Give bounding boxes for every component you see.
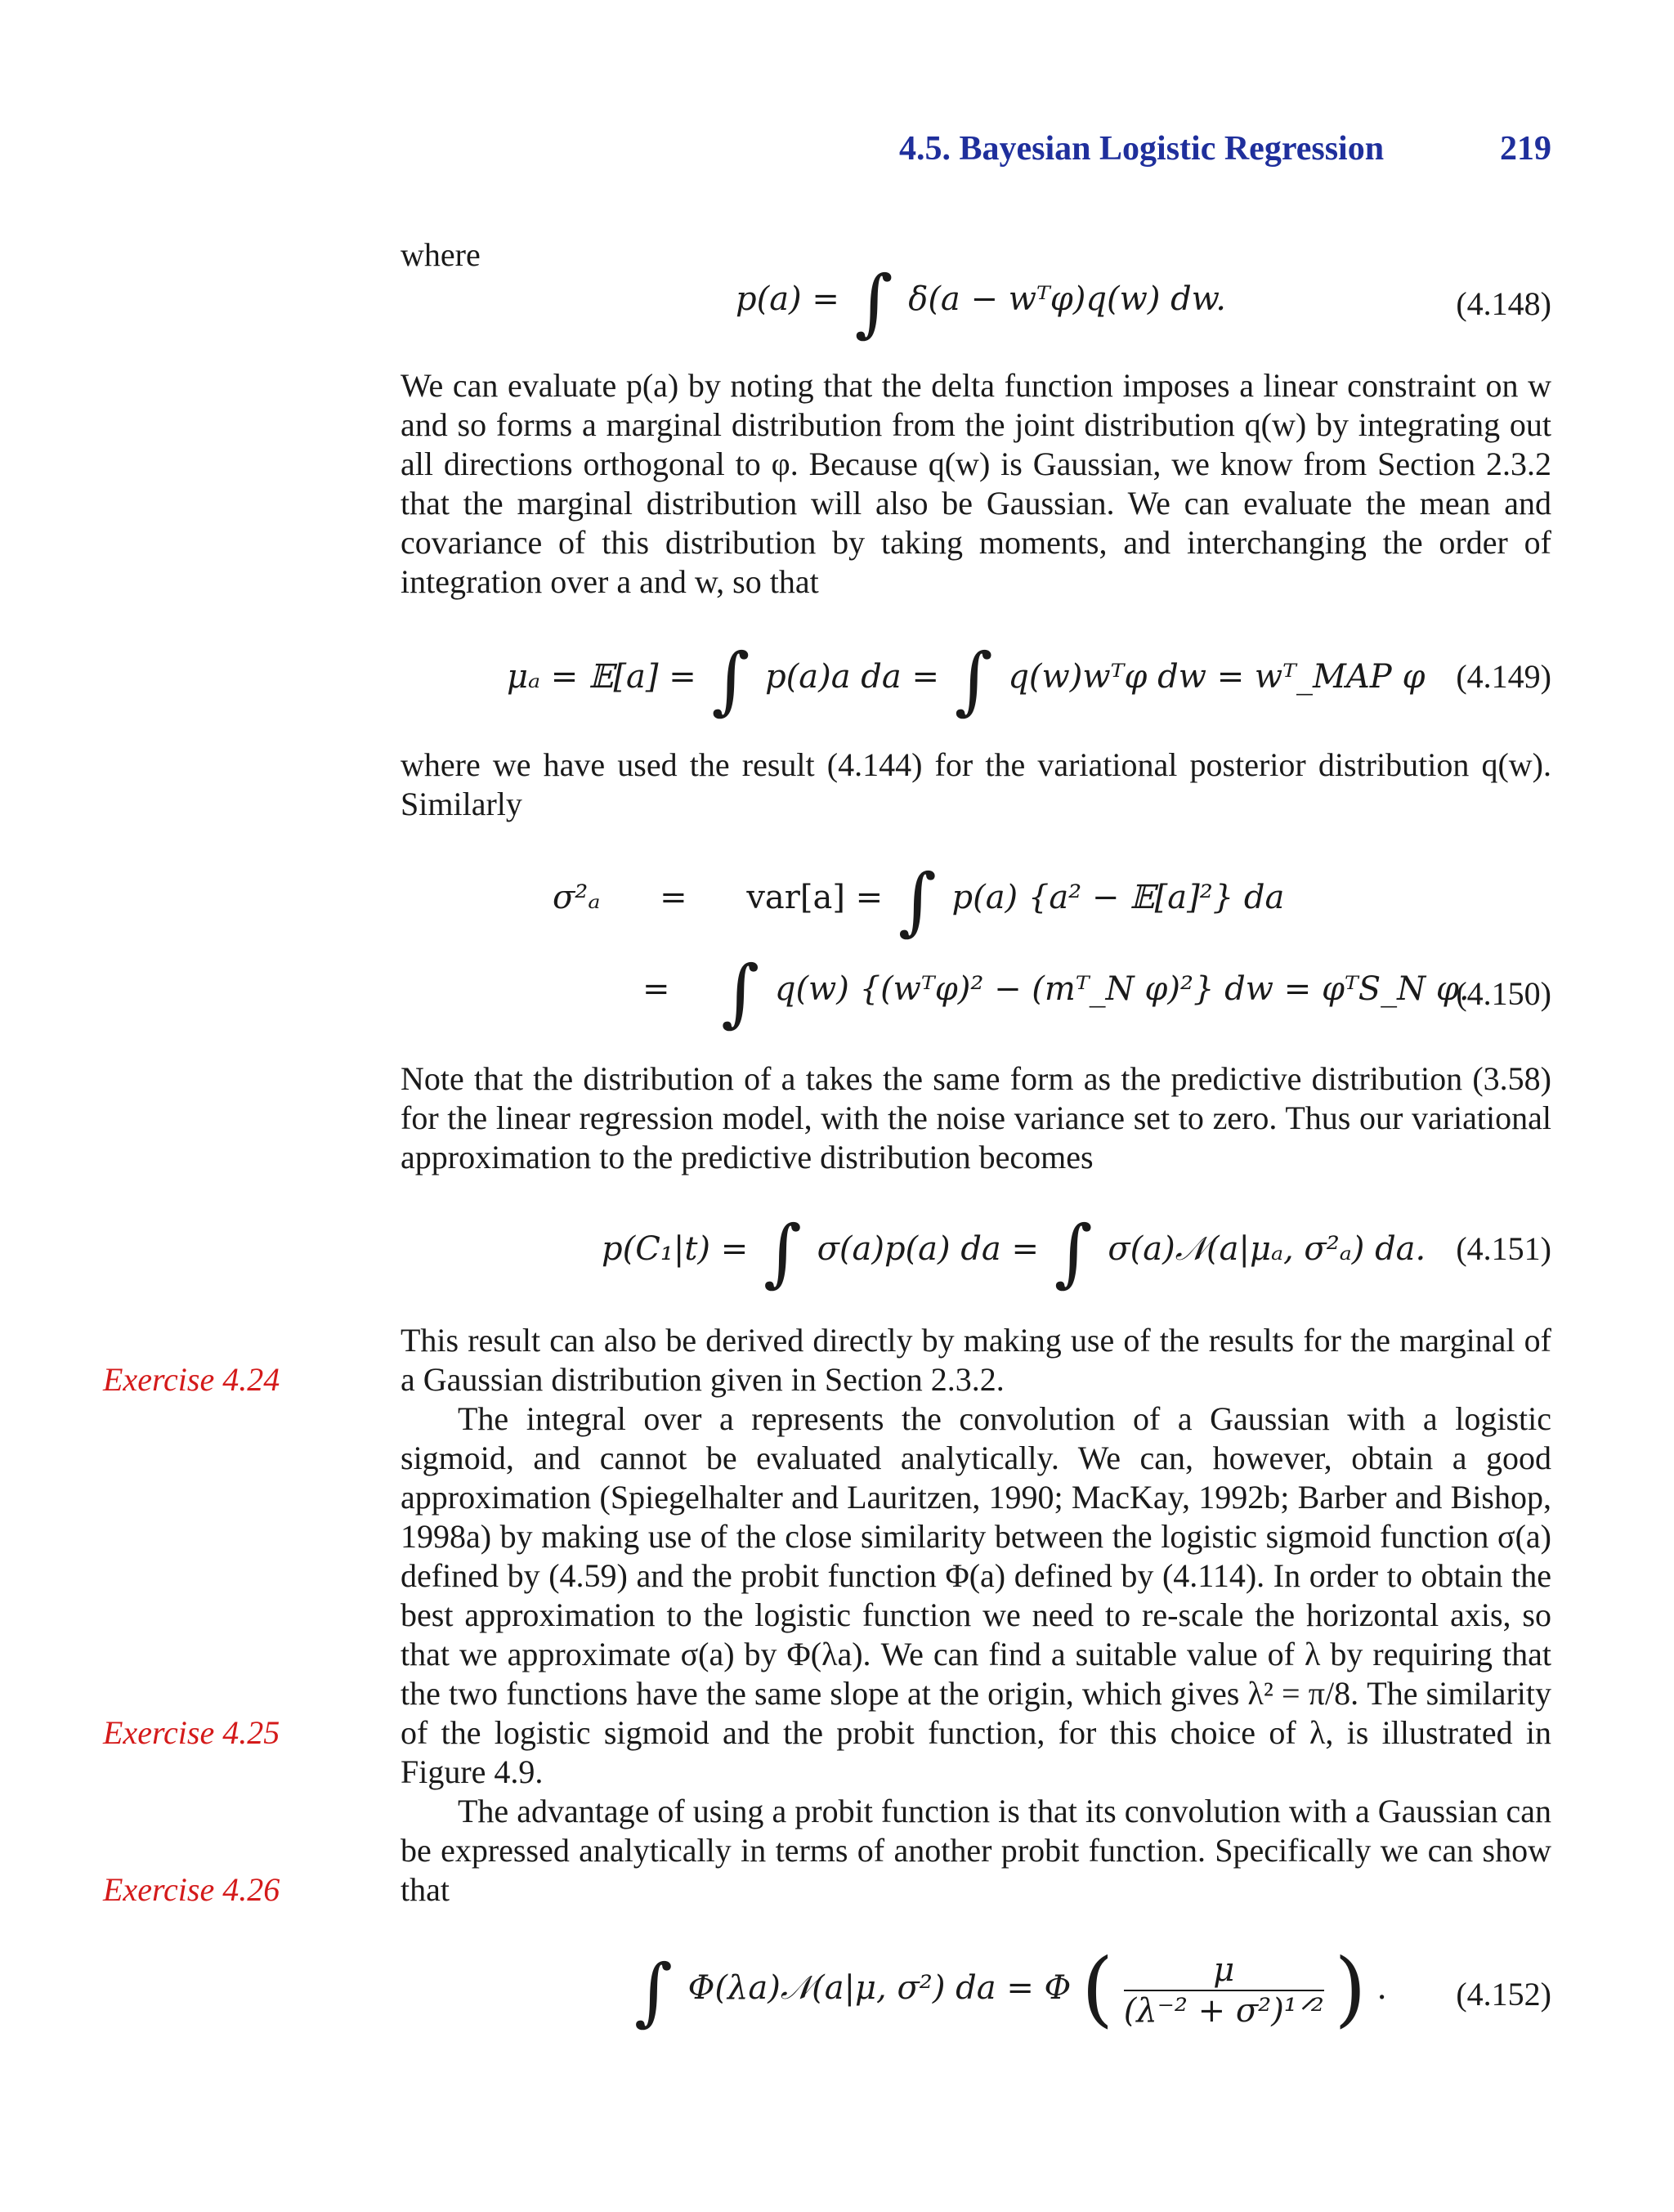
eq148-lhs: p(a) = [736,280,839,318]
paragraph-1: We can evaluate p(a) by noting that the delta function imposes a linear constraint on w and so forms a marginal distribution from the joint distribution q(w) by integrating out all directions orthogonal to φ. Because q(w) is Gaussian, we know from Section 2.3.2 that the marginal distribution will also be Gaussian. We can evaluate the mean and covariance of this distribution by taking moments, and interchanging the order of integration over a and w, so that [401,367,1551,600]
exercise-ref-4-26[interactable]: Exercise 4.26 [103,1871,280,1908]
integral-sign: ∫ [1054,1210,1093,1296]
eq150-row1-rhs-b: p(a) {a² − 𝔼[a]²} da [951,879,1285,916]
paragraph-3: Note that the distribution of a takes the same form as the predictive distribution (3.58) for the linear regression model, with the noise variance set to zero. Thus our variational approximation to the predictive distribution becomes [401,1060,1551,1175]
exercise-ref-4-24[interactable]: Exercise 4.24 [103,1361,280,1398]
eq151-lhs: p(C₁|t) = [602,1230,749,1268]
eq149-mid1: p(a)a da = [765,658,939,696]
equation-4-148 [736,260,1226,346]
eq-number-4-148: (4.148) [1456,285,1551,322]
integral-sign: ∫ [763,1210,802,1296]
paragraph-6: The advantage of using a probit function is that its convolution with a Gaussian can be expressed analytically in terms of another probit function. Specifically we can show that [401,1793,1551,1908]
eq150-row1-lhs: σ²ₐ [553,879,601,916]
eq150-row2-eq: = [642,970,670,1008]
left-paren: ( [1081,1941,1114,2036]
eq-number-4-152: (4.152) [1456,1976,1551,2013]
eq-number-4-150: (4.150) [1456,975,1551,1012]
page-number: 219 [1500,130,1551,168]
eq150-row1-rhs-a: var[a] = [746,879,884,916]
eq152-tail: . [1376,1969,1387,2007]
integral-sign: ∫ [711,638,750,723]
eq151-rhs: σ(a)𝒩(a|μₐ, σ²ₐ) da. [1108,1230,1426,1268]
right-paren: ) [1334,1941,1367,2036]
paragraph-2: where we have used the result (4.144) for the variational posterior distribution q(w). Similarly [401,746,1551,822]
equation-4-150-row1 [553,858,1285,944]
eq152-fraction [1124,1950,1324,2031]
eq150-row2-rhs: q(w) {(wᵀφ)² − (mᵀ_N φ)²} dw = φᵀS_N φ. [774,970,1470,1008]
integral-sign: ∫ [854,260,893,346]
integral-sign: ∫ [634,1949,673,2035]
exercise-ref-4-25[interactable]: Exercise 4.25 [103,1714,280,1751]
eq152-numerator: μ [1124,1950,1324,1991]
eq149-lhs: μₐ = 𝔼[a] = [507,658,696,696]
page-header [0,129,1674,178]
eq-number-4-149: (4.149) [1456,658,1551,695]
eq150-row1-eq: = [660,879,687,916]
equation-4-149 [507,638,1426,723]
paragraph-5: The integral over a represents the convolution of a Gaussian with a logistic sigmoid, and cannot be evaluated analytically. We can, however, obtain a good approximation (Spiegelhalter and Lauritzen, 1990; MacKay, 1992b; Barber and Bishop, 1998a) by making use of the close similarity between the logistic sigmoid function σ(a) defined by (4.59) and the probit function Φ(a) defined by (4.114). In order to obtain the best approximation to the logistic function we need to re-scale the horizontal axis, so that we approximate σ(a) by Φ(λa). We can find a suitable value of λ by requiring that the two functions have the same slope at the origin, which gives λ² = π/8. The similarity of the logistic sigmoid and the probit function, for this choice of λ, is illustrated in Figure 4.9. [401,1400,1551,1790]
eq148-body: δ(a − wᵀφ)q(w) dw. [908,280,1226,318]
equation-4-151 [602,1210,1426,1296]
section-title: 4.5. Bayesian Logistic Regression [899,130,1385,168]
integral-sign: ∫ [721,950,760,1036]
eq151-mid: σ(a)p(a) da = [817,1230,1040,1268]
eq152-lhs: Φ(λa)𝒩(a|μ, σ²) da = Φ [687,1969,1072,2007]
equation-4-150-row2 [553,950,1470,1036]
equation-4-152 [629,1941,1387,2036]
integral-sign: ∫ [897,858,937,944]
eq-number-4-151: (4.151) [1456,1230,1551,1267]
eq152-denominator: (λ⁻² + σ²)¹ᐟ² [1123,1992,1324,2030]
integral-sign: ∫ [954,638,993,723]
where-text: where [401,236,481,273]
paragraph-4: This result can also be derived directly by making use of the results for the marginal of a Gaussian distribution given in Section 2.3.2. [401,1322,1551,1398]
eq149-mid2: q(w)wᵀφ dw = wᵀ_MAP φ [1008,658,1426,696]
